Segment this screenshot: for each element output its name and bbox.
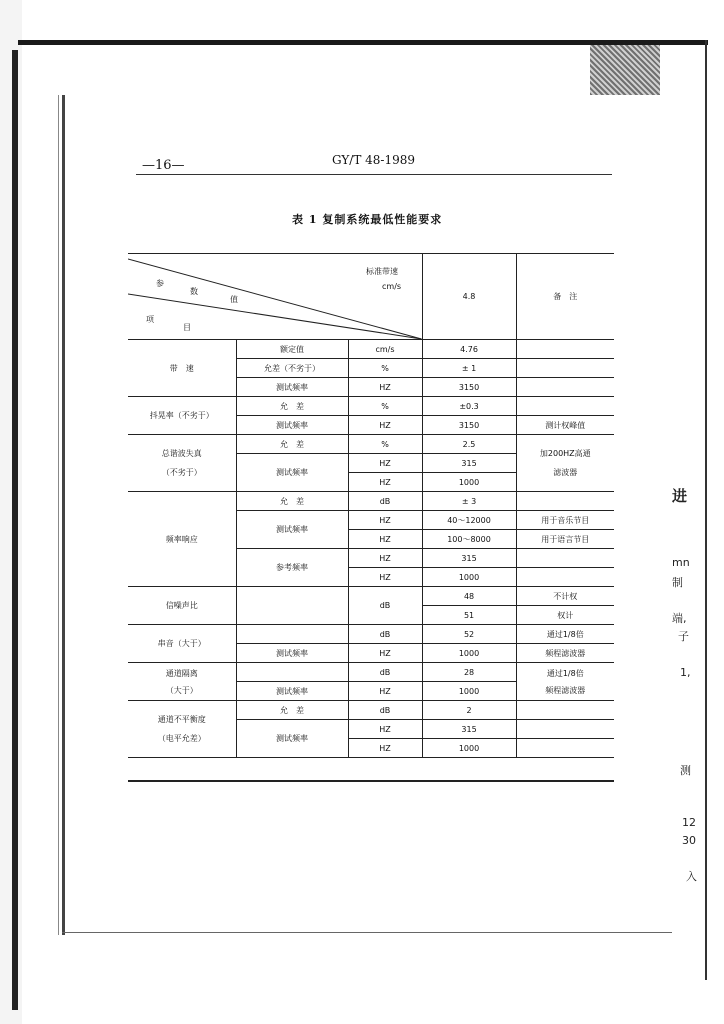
unit-cell: HZ (348, 378, 422, 397)
unit-cell: dB (348, 587, 422, 625)
note-cell (516, 720, 614, 739)
value-cell: ± 3 (422, 492, 516, 511)
item-line: （电平允差） (157, 734, 206, 743)
value-cell: 100～8000 (422, 530, 516, 549)
header-unit-label: cm/s (382, 282, 402, 291)
unit-cell: dB (348, 663, 422, 682)
sub-cell: 参考频率 (236, 549, 348, 587)
side-fragment: 子 (678, 630, 689, 643)
header-param-label: 参 (156, 279, 164, 288)
header-speed-label: 标准带速 (366, 267, 398, 276)
sub-cell (236, 587, 348, 625)
value-cell: 40～12000 (422, 511, 516, 530)
note-cell: 测计权峰值 (516, 416, 614, 435)
table-title: 表 1 复制系统最低性能要求 (292, 213, 443, 226)
header-rule (136, 174, 612, 175)
binding-line (62, 95, 65, 935)
header-note: 备 注 (516, 254, 614, 340)
unit-cell: HZ (348, 473, 422, 492)
sub-cell (236, 663, 348, 682)
value-cell: 4.76 (422, 340, 516, 359)
side-fragment: 进 (672, 487, 688, 505)
item-cell: 信噪声比 (128, 587, 236, 625)
note-cell (516, 701, 614, 720)
unit-cell: % (348, 397, 422, 416)
sub-cell: 测试频率 (236, 682, 348, 701)
table-row (128, 663, 614, 682)
diagonal-header-cell (128, 254, 422, 340)
unit-cell: HZ (348, 720, 422, 739)
note-cell: 用于语言节目 (516, 530, 614, 549)
sub-cell: 允差（不劣于） (236, 359, 348, 378)
value-cell: 3150 (422, 378, 516, 397)
value-cell: 1000 (422, 682, 516, 701)
side-fragment: 端, (672, 612, 687, 625)
unit-cell: dB (348, 492, 422, 511)
note-cell (516, 492, 614, 511)
value-cell: 51 (422, 606, 516, 625)
value-cell: 52 (422, 625, 516, 644)
item-cell: 带 速 (128, 340, 236, 397)
item-line: 总谐波失真 (161, 449, 202, 458)
value-cell: 2 (422, 701, 516, 720)
side-fragment: 入 (686, 870, 697, 883)
header-item-label: 项 (146, 315, 154, 324)
note-cell: 不计权 (516, 587, 614, 606)
table-row (128, 625, 614, 644)
header-value-label: 值 (230, 295, 238, 304)
table-header-row (128, 254, 614, 340)
table-row (128, 435, 614, 454)
note-line: 频程滤波器 (545, 685, 586, 695)
unit-cell: HZ (348, 739, 422, 758)
sub-cell: 允 差 (236, 492, 348, 511)
page-edge (705, 40, 707, 980)
scan-edge-shadow (12, 50, 18, 1010)
note-cell (516, 397, 614, 416)
value-cell: 48 (422, 587, 516, 606)
value-cell: 1000 (422, 739, 516, 758)
note-line: 加200HZ高通 (539, 449, 591, 458)
scan-noise (590, 45, 660, 95)
sub-cell: 允 差 (236, 435, 348, 454)
value-cell: 1000 (422, 568, 516, 587)
value-cell: 315 (422, 720, 516, 739)
unit-cell: HZ (348, 511, 422, 530)
note-cell: 通过1/8倍 (516, 625, 614, 644)
sub-cell (236, 625, 348, 644)
unit-cell: HZ (348, 682, 422, 701)
binding-line (58, 95, 59, 935)
sub-cell: 测试频率 (236, 378, 348, 397)
sub-cell: 测试频率 (236, 720, 348, 758)
table-bottom-rule (128, 780, 614, 782)
side-fragment: 制 (672, 576, 683, 589)
standard-code: GY/T 48-1989 (332, 153, 416, 167)
item-cell (128, 663, 236, 701)
note-cell: 权计 (516, 606, 614, 625)
item-cell (128, 435, 236, 492)
note-cell: 用于音乐节目 (516, 511, 614, 530)
table-row (128, 492, 614, 511)
value-cell: 315 (422, 454, 516, 473)
sub-cell: 测试频率 (236, 511, 348, 549)
unit-cell: HZ (348, 568, 422, 587)
note-cell (516, 435, 614, 492)
value-cell: 1000 (422, 644, 516, 663)
unit-cell: HZ (348, 530, 422, 549)
sub-cell: 测试频率 (236, 454, 348, 492)
note-cell (516, 568, 614, 587)
item-cell (128, 701, 236, 758)
note-cell (516, 378, 614, 397)
item-line: （不劣于） (161, 468, 202, 477)
item-cell: 串音（大于） (128, 625, 236, 663)
side-fragment: 12 (682, 816, 696, 829)
item-cell: 频率响应 (128, 492, 236, 587)
unit-cell: dB (348, 701, 422, 720)
note-cell (516, 549, 614, 568)
value-cell: ±0.3 (422, 397, 516, 416)
note-cell (516, 359, 614, 378)
table-row (128, 701, 614, 720)
page-number: —16— (142, 158, 185, 173)
unit-cell: dB (348, 625, 422, 644)
spec-table (128, 253, 614, 758)
unit-cell: HZ (348, 644, 422, 663)
item-cell: 抖晃率（不劣于） (128, 397, 236, 435)
header-item-label: 目 (183, 323, 191, 332)
unit-cell: cm/s (348, 340, 422, 359)
item-line: 通道不平衡度 (157, 715, 206, 724)
item-line: （大于） (165, 685, 198, 695)
header-count-label: 数 (190, 287, 198, 296)
value-cell: 3150 (422, 416, 516, 435)
value-cell: 1000 (422, 473, 516, 492)
value-cell: 28 (422, 663, 516, 682)
table-row (128, 340, 614, 359)
value-cell: ± 1 (422, 359, 516, 378)
note-cell (516, 663, 614, 701)
value-cell: 315 (422, 549, 516, 568)
unit-cell: % (348, 435, 422, 454)
header-speed-value: 4.8 (422, 254, 516, 340)
sub-cell: 测试频率 (236, 416, 348, 435)
note-line: 通过1/8倍 (546, 668, 584, 678)
unit-cell: % (348, 359, 422, 378)
table-row (128, 587, 614, 606)
unit-cell: HZ (348, 549, 422, 568)
page-bottom-line (62, 932, 672, 933)
table-row (128, 397, 614, 416)
value-cell: 2.5 (422, 435, 516, 454)
sub-cell: 测试频率 (236, 644, 348, 663)
note-cell: 频程滤波器 (516, 644, 614, 663)
sub-cell: 允 差 (236, 397, 348, 416)
sub-cell: 允 差 (236, 701, 348, 720)
side-fragment: 30 (682, 834, 696, 847)
unit-cell: HZ (348, 416, 422, 435)
scan-margin (0, 0, 22, 1024)
sub-cell: 额定值 (236, 340, 348, 359)
item-line: 通道隔离 (165, 668, 198, 678)
note-line: 滤波器 (553, 468, 578, 477)
note-cell (516, 340, 614, 359)
unit-cell: HZ (348, 454, 422, 473)
side-fragment: mn (672, 556, 690, 569)
side-fragment: 1, (680, 666, 691, 679)
note-cell (516, 739, 614, 758)
side-fragment: 测 (680, 764, 691, 777)
